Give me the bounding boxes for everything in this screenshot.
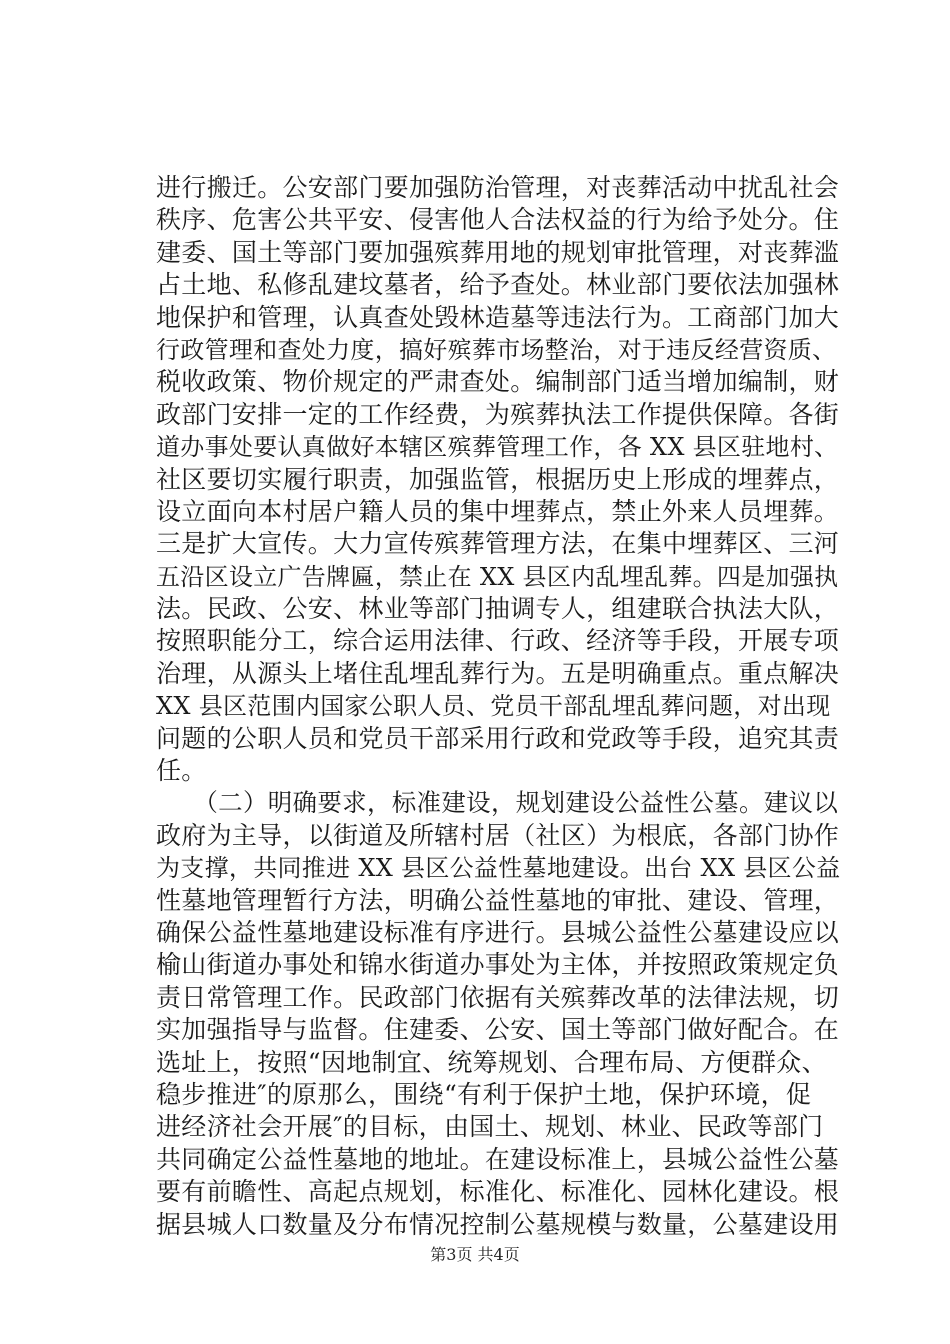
page-footer: 第3页 共4页 bbox=[430, 1245, 520, 1264]
text-line: 政部门安排一定的工作经费，为殡葬执法工作提供保障。各街 bbox=[156, 399, 840, 429]
text-line: 治理，从源头上堵住乱埋乱葬行为。五是明确重点。重点解决 bbox=[156, 658, 840, 688]
text-line: 共同确定公益性墓地的地址。在建设标准上，县城公益性公墓 bbox=[156, 1144, 840, 1174]
text-line: 占土地、私修乱建坟墓者，给予查处。林业部门要依法加强林 bbox=[156, 270, 840, 300]
text-line: 性墓地管理暂行方法，明确公益性墓地的审批、建设、管理， bbox=[156, 885, 840, 915]
text-line: 秩序、危害公共平安、侵害他人合法权益的行为给予处分。住 bbox=[156, 205, 840, 235]
body-text bbox=[156, 172, 841, 1241]
text-line: 设立面向本村居户籍人员的集中埋葬点，禁止外来人员埋葬。 bbox=[156, 496, 840, 526]
text-line: 社区要切实履行职责，加强监管，根据历史上形成的埋葬点， bbox=[156, 464, 840, 494]
text-line: 地保护和管理，认真查处毁林造墓等违法行为。工商部门加大 bbox=[156, 302, 840, 332]
text-line: 五沿区设立广告牌匾，禁止在 XX 县区内乱埋乱葬。四是加强执 bbox=[156, 562, 839, 591]
text-line: 税收政策、物价规定的严肃查处。编制部门适当增加编制，财 bbox=[156, 367, 840, 397]
text-line: 要有前瞻性、高起点规划，标准化、标准化、园林化建设。根 bbox=[156, 1177, 840, 1207]
text-line: 问题的公职人员和党员干部采用行政和党政等手段，追究其责 bbox=[156, 723, 840, 753]
text-line: （二）明确要求，标准建设，规划建设公益性公墓。建议以 bbox=[156, 788, 839, 818]
text-line: 实加强指导与监督。住建委、公安、国土等部门做好配合。在 bbox=[156, 1015, 840, 1045]
text-line: 稳步推进″的原那么，围绕“有利于保护土地，保护环境，促 bbox=[156, 1079, 812, 1109]
text-line: 选址上，按照“因地制宜、统筹规划、合理布局、方便群众、 bbox=[156, 1047, 827, 1077]
text-line: 法。民政、公安、林业等部门抽调专人，组建联合执法大队， bbox=[156, 594, 840, 624]
text-line: 三是扩大宣传。大力宣传殡葬管理方法，在集中埋葬区、三河 bbox=[156, 529, 840, 559]
text-line: 进行搬迁。公安部门要加强防治管理，对丧葬活动中扰乱社会 bbox=[156, 173, 840, 202]
text-line: 建委、国土等部门要加强殡葬用地的规划审批管理，对丧葬滥 bbox=[156, 237, 840, 267]
text-line: 政府为主导，以街道及所辖村居（社区）为根底，各部门协作 bbox=[156, 820, 840, 850]
text-line: 榆山街道办事处和锦水街道办事处为主体，并按照政策规定负 bbox=[156, 950, 840, 980]
text-line: XX 县区范围内国家公职人员、党员干部乱埋乱葬问题，对出现 bbox=[156, 692, 831, 721]
text-line: 按照职能分工，综合运用法律、行政、经济等手段，开展专项 bbox=[156, 626, 840, 656]
text-line: 为支撑，共同推进 XX 县区公益性墓地建设。出台 XX 县区公益 bbox=[156, 854, 841, 883]
text-line: 责日常管理工作。民政部门依据有关殡葬改革的法律法规，切 bbox=[156, 982, 840, 1012]
text-line: 确保公益性墓地建设标准有序进行。县城公益性公墓建设应以 bbox=[156, 917, 840, 947]
text-line: 行政管理和查处力度，搞好殡葬市场整治，对于违反经营资质、 bbox=[156, 335, 837, 364]
text-line: 据县城人口数量及分布情况控制公墓规模与数量，公墓建设用 bbox=[156, 1209, 840, 1239]
text-line: 进经济社会开展″的目标，由国土、规划、林业、民政等部门 bbox=[156, 1112, 824, 1142]
text-line: 任。 bbox=[156, 756, 207, 786]
text-line: 道办事处要认真做好本辖区殡葬管理工作，各 XX 县区驻地村、 bbox=[156, 433, 839, 462]
